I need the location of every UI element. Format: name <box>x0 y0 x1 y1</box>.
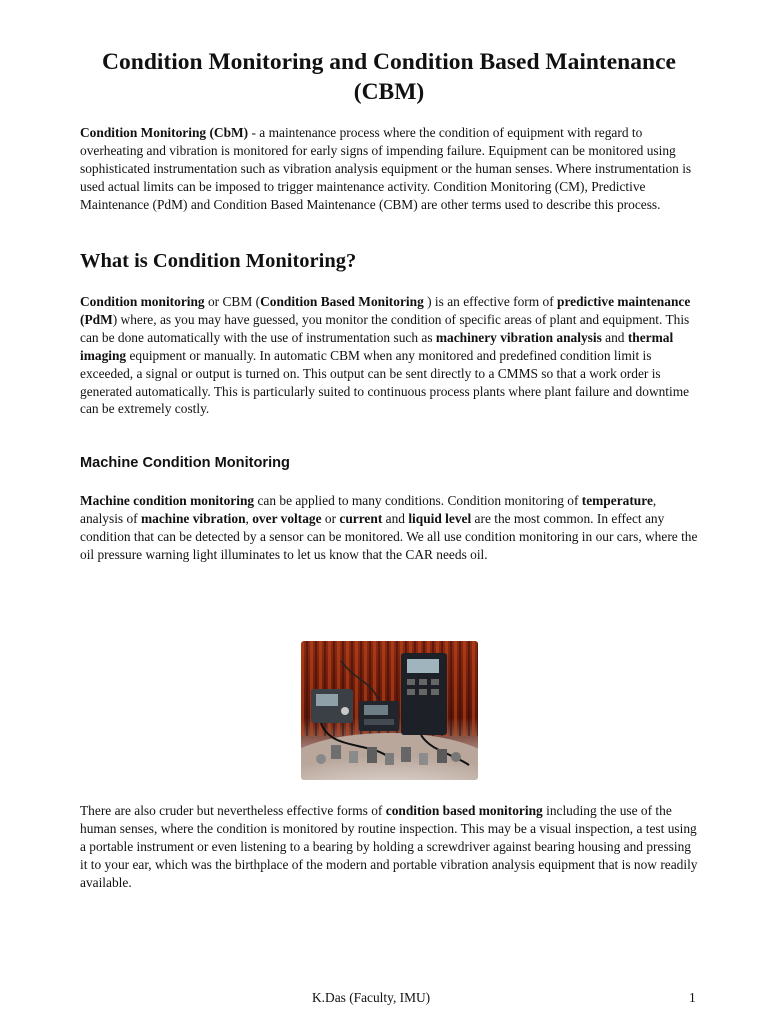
section3-paragraph: There are also cruder but nevertheless effective forms of condition based monitoring including the use of the human senses, where the condition is monitored by routine inspection. This may be a visual inspection, a test using a portable instrument or even listening to a bearing by holding a screwdriver against bearing housing and pressing it to your ear, which was the birthplace of the modern and portable vibration analysis equipment that is now readily available. <box>80 803 698 890</box>
section-heading-what-is-cm: What is Condition Monitoring? <box>80 250 357 272</box>
intro-term: Condition Monitoring (CbM) <box>80 125 249 140</box>
footer-author: K.Das (Faculty, IMU) <box>312 990 431 1005</box>
intro-paragraph: Condition Monitoring (CbM) - a maintenance process where the condition of equipment with regard to overheating and vibration is monitored for early signs of impending failure. Equipment can be monitored using sophisticated instrumentation such as vibration analysis equipment or the human senses. Where instrumentation is used actual limits can be imposed to trigger maintenance activity. Condition Monitoring (CM), Predictive Maintenance (PdM) and Condition Based Maintenance (CBM) are other terms used to describe this process. <box>80 125 692 212</box>
page-number: 1 <box>689 990 696 1005</box>
section2-paragraph: Machine condition monitoring can be applied to many conditions. Condition monitoring of temperature, analysis of machine vibration, over voltage or current and liquid level are the most common. In effect any condition that can be detected by a sensor can be monitored. We all use condition monitoring in our cars, where the oil pressure warning light illuminates to let us know that the CAR needs oil. <box>80 493 698 562</box>
document-title: Condition Monitoring and Condition Based Maintenance (CBM) <box>102 49 676 105</box>
monitoring-equipment-photo <box>301 641 478 780</box>
section-heading-machine-cm: Machine Condition Monitoring <box>80 455 290 471</box>
section1-paragraph: Condition monitoring or CBM (Condition Based Monitoring ) is an effective form of predictive maintenance (PdM) where, as you may have guessed, you monitor the condition of specific areas of plant and equipment. This can be done automatically with the use of instrumentation such as machinery vibration analysis and thermal imaging equipment or manually. In automatic CBM when any monitored and predefined condition limit is exceeded, a signal or output is turned on. This output can be sent directly to a CMMS so that a work order is generated automatically. This is particularly suited to continuous process plants where plant failure and downtime can be extremely costly. <box>80 294 691 417</box>
